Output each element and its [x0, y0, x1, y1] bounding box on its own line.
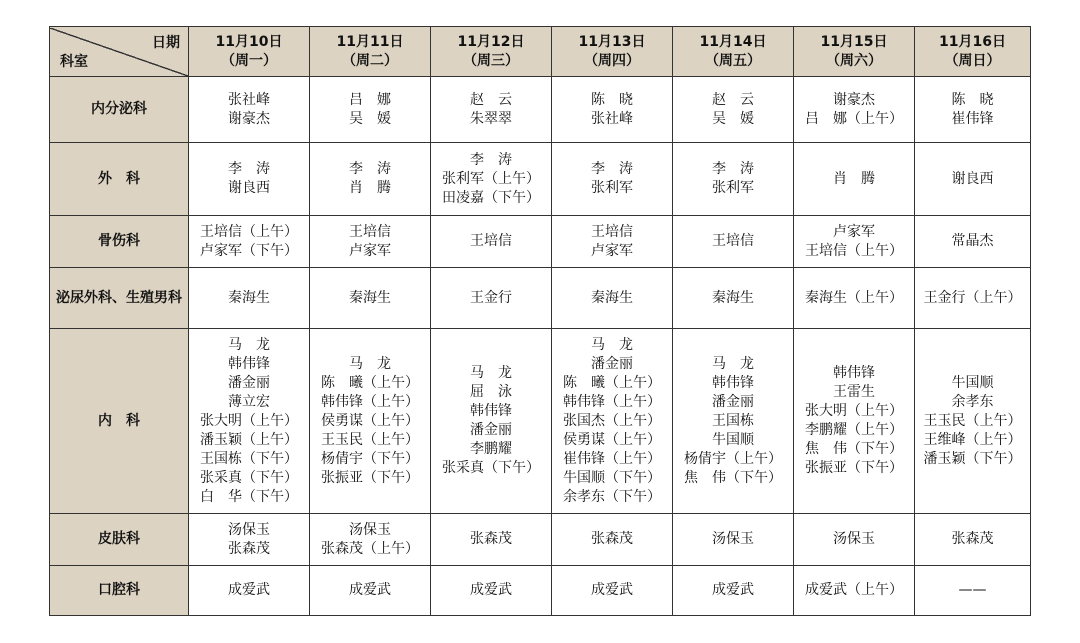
schedule-cell — [189, 143, 310, 216]
doctor-name: 马 龙 — [712, 355, 754, 372]
schedule-cell — [431, 77, 552, 143]
department-cell: 骨伤科 — [50, 216, 189, 268]
doctor-name: 王金行 — [470, 289, 512, 306]
doctor-name: 张采真（下午） — [442, 460, 540, 476]
schedule-row — [50, 77, 1031, 143]
doctor-name: 张森茂 — [228, 540, 270, 557]
day-header — [673, 27, 794, 77]
day-weekday: （周二） — [342, 52, 398, 69]
corner-cell — [50, 27, 189, 77]
day-weekday: （周日） — [944, 52, 1001, 69]
schedule-row — [50, 216, 1031, 268]
doctor-name: 秦海生（上午） — [805, 289, 903, 306]
doctor-name: 谢豪杰 — [833, 91, 875, 108]
department-cell: 内 科 — [50, 329, 189, 514]
doctor-name: 余孝东 — [951, 393, 994, 410]
schedule-cell — [673, 216, 794, 268]
doctor-name: 王玉民（上午） — [321, 431, 419, 448]
schedule-cell — [915, 329, 1031, 514]
day-date: 11月14日 — [699, 33, 767, 50]
doctor-name: 韩伟锋（上午） — [563, 393, 661, 410]
doctor-name: 李 涛 — [712, 161, 754, 177]
doctor-name: 屈 泳 — [470, 384, 512, 400]
day-date: 11月13日 — [578, 33, 646, 50]
schedule-cell — [431, 268, 552, 329]
doctor-name: 马 龙 — [591, 336, 633, 353]
doctor-name: 张利军 — [591, 180, 633, 196]
schedule-cell — [673, 268, 794, 329]
doctor-name: 张振亚（下午） — [321, 469, 419, 486]
schedule-cell — [431, 216, 552, 268]
schedule-cell — [189, 329, 310, 514]
doctor-name: 焦 伟（下午） — [805, 441, 903, 457]
schedule-cell — [552, 77, 673, 143]
doctor-name: 杨倩宇（上午） — [684, 450, 782, 467]
doctor-name: 成爱武 — [712, 582, 754, 598]
schedule-cell — [794, 268, 915, 329]
doctor-name: 成爱武 — [349, 582, 391, 598]
doctor-name: 白 华（下午） — [200, 488, 298, 505]
doctor-name: 赵 云 — [712, 91, 754, 108]
schedule-cell — [673, 77, 794, 143]
doctor-name: 牛国顺 — [712, 431, 754, 448]
doctor-name: 张社峰 — [591, 110, 633, 127]
doctor-name: 成爱武（上午） — [805, 582, 903, 598]
doctor-name: 陈 曦（上午） — [321, 374, 419, 391]
schedule-cell — [189, 566, 310, 616]
schedule-cell — [794, 216, 915, 268]
schedule-cell — [310, 143, 431, 216]
doctor-name: 常晶杰 — [951, 233, 994, 249]
day-date: 11月11日 — [336, 33, 404, 50]
schedule-row — [50, 514, 1031, 566]
doctor-name: 吕 娜（上午） — [805, 110, 903, 127]
schedule-row — [50, 329, 1031, 514]
schedule-cell — [673, 329, 794, 514]
schedule-cell — [552, 268, 673, 329]
doctor-name: 吕 娜 — [349, 91, 391, 108]
schedule-row — [50, 566, 1031, 616]
doctor-name: 张森茂（上午） — [321, 540, 419, 557]
schedule-cell — [552, 216, 673, 268]
schedule-row — [50, 143, 1031, 216]
schedule-cell — [673, 566, 794, 616]
doctor-name: 马 龙 — [349, 355, 391, 372]
doctor-name: —— — [958, 582, 987, 598]
schedule-cell — [310, 514, 431, 566]
schedule-cell — [915, 216, 1031, 268]
department-cell: 内分泌科 — [50, 77, 189, 143]
doctor-name: 牛国顺 — [951, 374, 994, 391]
doctor-name: 卢家军 — [833, 223, 875, 240]
doctor-name: 成爱武 — [591, 582, 633, 598]
doctor-name: 成爱武 — [228, 582, 270, 598]
doctor-name: 谢良西 — [228, 180, 270, 196]
day-weekday: （周一） — [221, 52, 277, 69]
doctor-name: 韩伟锋 — [470, 403, 512, 419]
doctor-name: 汤保玉 — [712, 531, 754, 547]
doctor-name: 焦 伟（下午） — [684, 469, 782, 486]
doctor-name: 汤保玉 — [349, 521, 391, 538]
doctor-name: 侯勇谋（上午） — [321, 412, 419, 429]
doctor-name: 吴 媛 — [349, 110, 391, 127]
doctor-name: 张森茂 — [591, 531, 633, 547]
schedule-cell — [189, 77, 310, 143]
doctor-name: 张大明（上午） — [805, 403, 903, 419]
day-header — [552, 27, 673, 77]
doctor-name: 韩伟锋 — [833, 365, 875, 381]
day-weekday: （周六） — [826, 52, 882, 69]
header-row — [50, 27, 1031, 77]
schedule-cell — [915, 514, 1031, 566]
doctor-name: 肖 腾 — [833, 170, 875, 187]
schedule-cell — [310, 566, 431, 616]
doctor-name: 潘金丽 — [228, 374, 270, 391]
doctor-name: 张大明（上午） — [200, 412, 298, 429]
schedule-row — [50, 268, 1031, 329]
schedule-cell — [189, 216, 310, 268]
schedule-cell — [189, 514, 310, 566]
doctor-name: 王培信（上午） — [200, 223, 298, 240]
day-weekday: （周四） — [584, 52, 640, 69]
doctor-name: 王国栋（下午） — [200, 450, 298, 467]
doctor-name: 李 涛 — [470, 151, 512, 168]
doctor-name: 陈 曦（上午） — [563, 374, 661, 391]
schedule-cell — [794, 77, 915, 143]
schedule-cell — [915, 77, 1031, 143]
doctor-name: 肖 腾 — [349, 180, 391, 196]
doctor-name: 张社峰 — [228, 91, 270, 108]
day-date: 11月16日 — [939, 33, 1006, 50]
schedule-cell — [794, 514, 915, 566]
schedule-cell — [552, 514, 673, 566]
day-weekday: （周五） — [705, 52, 761, 69]
doctor-name: 杨倩宇（下午） — [321, 450, 419, 467]
doctor-name: 卢家军（下午） — [200, 242, 298, 259]
doctor-name: 张采真（下午） — [200, 469, 298, 486]
department-cell: 泌尿外科、生殖男科 — [50, 268, 189, 329]
schedule-body — [50, 77, 1031, 616]
department-cell: 口腔科 — [50, 566, 189, 616]
schedule-cell — [552, 566, 673, 616]
schedule-cell — [189, 268, 310, 329]
doctor-name: 王培信 — [349, 223, 391, 240]
doctor-name: 王雷生 — [833, 384, 875, 400]
doctor-name: 王培信 — [712, 233, 754, 249]
doctor-name: 潘金丽 — [470, 422, 512, 438]
doctor-name: 潘金丽 — [591, 355, 633, 372]
doctor-name: 崔伟锋 — [951, 110, 994, 127]
schedule-cell — [673, 143, 794, 216]
doctor-name: 朱翠翠 — [470, 110, 512, 127]
schedule-cell — [673, 514, 794, 566]
schedule-cell — [794, 566, 915, 616]
day-weekday: （周三） — [463, 52, 519, 69]
day-header — [794, 27, 915, 77]
schedule-cell — [794, 143, 915, 216]
doctor-name: 成爱武 — [470, 582, 512, 598]
doctor-name: 汤保玉 — [833, 531, 875, 547]
day-header — [189, 27, 310, 77]
doctor-name: 韩伟锋 — [228, 355, 270, 372]
doctor-name: 卢家军 — [591, 242, 633, 259]
department-cell: 皮肤科 — [50, 514, 189, 566]
doctor-name: 牛国顺（下午） — [563, 469, 661, 486]
doctor-name: 李 涛 — [349, 161, 391, 177]
doctor-name: 余孝东（下午） — [563, 488, 661, 505]
doctor-name: 李 涛 — [591, 161, 633, 177]
doctor-name: 潘玉颖（上午） — [200, 431, 298, 448]
doctor-name: 秦海生 — [349, 289, 391, 306]
schedule-cell — [310, 216, 431, 268]
doctor-name: 韩伟锋（上午） — [321, 393, 419, 410]
doctor-name: 王金行（上午） — [923, 289, 1022, 306]
doctor-name: 陈 晓 — [951, 91, 994, 108]
doctor-name: 张森茂 — [470, 531, 512, 547]
doctor-name: 谢豪杰 — [228, 110, 270, 127]
doctor-name: 王培信（上午） — [805, 242, 903, 259]
schedule-cell — [552, 329, 673, 514]
schedule-cell — [431, 566, 552, 616]
doctor-name: 李鹏耀 — [470, 441, 512, 457]
doctor-name: 王培信 — [470, 233, 512, 249]
schedule-cell — [552, 143, 673, 216]
day-header — [431, 27, 552, 77]
schedule-table — [49, 26, 1031, 616]
doctor-name: 韩伟锋 — [712, 374, 754, 391]
doctor-name: 李鹏耀（上午） — [805, 422, 903, 438]
corner-date-label: 日期 — [152, 34, 180, 51]
doctor-name: 王维峰（上午） — [923, 431, 1022, 448]
doctor-name: 赵 云 — [470, 91, 512, 108]
doctor-name: 张国杰（上午） — [563, 412, 661, 429]
doctor-name: 李 涛 — [228, 161, 270, 177]
day-date: 11月15日 — [820, 33, 888, 50]
doctor-name: 谢良西 — [951, 170, 994, 187]
doctor-name: 汤保玉 — [228, 521, 270, 538]
doctor-name: 王培信 — [591, 223, 633, 240]
doctor-name: 马 龙 — [470, 365, 512, 381]
doctor-name: 王国栋 — [712, 412, 754, 429]
doctor-name: 秦海生 — [712, 289, 754, 306]
doctor-name: 张利军 — [712, 180, 754, 196]
doctor-name: 田凌嘉（下午） — [442, 189, 540, 206]
schedule-cell — [310, 268, 431, 329]
corner-dept-label: 科室 — [60, 53, 88, 70]
day-header — [915, 27, 1031, 77]
doctor-name: 陈 晓 — [591, 91, 633, 108]
doctor-name: 吴 媛 — [712, 110, 754, 127]
doctor-name: 马 龙 — [228, 336, 270, 353]
doctor-name: 张利军（上午） — [442, 170, 540, 187]
schedule-cell — [794, 329, 915, 514]
schedule-cell — [310, 77, 431, 143]
doctor-name: 潘玉颖（下午） — [923, 450, 1022, 467]
department-cell: 外 科 — [50, 143, 189, 216]
day-header — [310, 27, 431, 77]
doctor-name: 张振亚（下午） — [805, 460, 903, 476]
schedule-cell — [915, 268, 1031, 329]
day-date: 11月12日 — [457, 33, 525, 50]
doctor-name: 秦海生 — [228, 289, 270, 306]
doctor-name: 潘金丽 — [712, 393, 754, 410]
schedule-cell — [310, 329, 431, 514]
doctor-name: 卢家军 — [349, 242, 391, 259]
schedule-cell — [915, 566, 1031, 616]
doctor-name: 薄立宏 — [228, 393, 270, 410]
doctor-name: 王玉民（上午） — [923, 412, 1022, 429]
doctor-name: 秦海生 — [591, 289, 633, 306]
schedule-cell — [431, 143, 552, 216]
doctor-name: 侯勇谋（上午） — [563, 431, 661, 448]
schedule-cell — [431, 329, 552, 514]
schedule-cell — [431, 514, 552, 566]
day-date: 11月10日 — [215, 33, 283, 50]
doctor-name: 崔伟锋（上午） — [563, 450, 661, 467]
doctor-name: 张森茂 — [951, 531, 994, 547]
schedule-cell — [915, 143, 1031, 216]
